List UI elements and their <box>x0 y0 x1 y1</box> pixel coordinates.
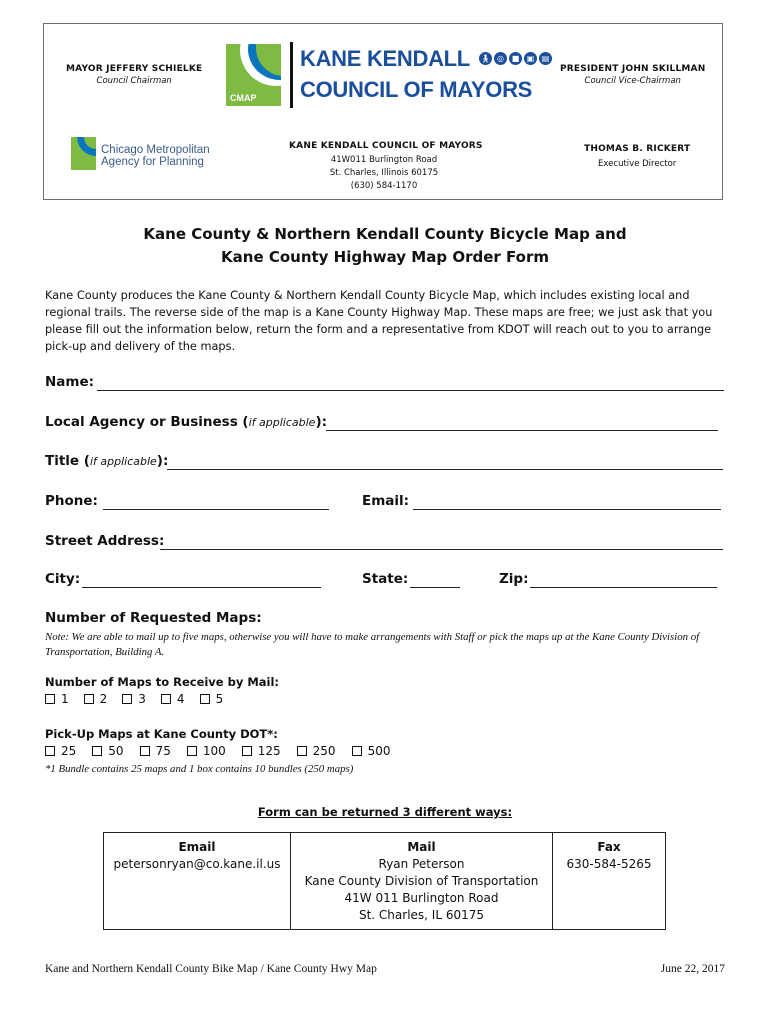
pickup-option-label: 25 <box>61 744 77 758</box>
return-fax-value: 630-584-5265 <box>566 857 652 871</box>
mail-option-label: 5 <box>215 692 224 706</box>
pickup-options <box>45 744 390 758</box>
vice-block <box>560 64 705 86</box>
mail-options <box>45 692 223 706</box>
chair-role: Council Chairman <box>96 76 172 86</box>
pickup-option-25[interactable] <box>45 744 76 758</box>
checkbox-icon[interactable] <box>242 746 252 756</box>
pickup-option-250[interactable] <box>297 744 336 758</box>
return-email-label: Email <box>178 840 216 854</box>
pickup-option-500[interactable] <box>352 744 391 758</box>
return-mail-line: Kane County Division of Transportation <box>304 874 539 888</box>
exec-role: Executive Director <box>598 159 677 169</box>
bus-icon: ▣ <box>524 52 537 65</box>
street-label: Street Address: <box>45 533 165 549</box>
exec-block <box>584 144 690 169</box>
council-address1: 41W011 Burlington Road <box>330 155 438 165</box>
council-address2: St. Charles, Illinois 60175 <box>329 168 439 178</box>
council-phone: (630) 584-1170 <box>350 181 418 191</box>
zip-label: Zip: <box>499 571 529 587</box>
return-methods-table <box>103 832 666 930</box>
return-mail-line: St. Charles, IL 60175 <box>358 908 485 922</box>
mail-option-2[interactable] <box>84 692 108 706</box>
form-title-line2: Kane County Highway Map Order Form <box>221 248 549 266</box>
zip-field[interactable] <box>530 587 717 588</box>
form-title-line1: Kane County & Northern Kendall County Bicycle Map and <box>143 225 627 243</box>
mail-option-4[interactable] <box>161 692 185 706</box>
checkbox-icon[interactable] <box>122 694 132 704</box>
return-heading-text: Form can be returned 3 different ways: <box>257 805 513 819</box>
state-label: State: <box>362 571 409 587</box>
mail-option-label: 2 <box>99 692 108 706</box>
title-label: Title (if applicable): <box>45 453 169 469</box>
cmap-agency-name <box>101 144 210 168</box>
pickup-heading: Pick-Up Maps at Kane County DOT*: <box>45 727 278 741</box>
cmap-agency-logo <box>71 137 96 170</box>
pedestrian-icon: 🚶︎ <box>480 54 491 63</box>
cmap-logo <box>226 44 281 106</box>
bundle-note: *1 Bundle contains 25 maps and 1 box contains 10 bundles (250 maps) <box>45 763 354 775</box>
checkbox-icon[interactable] <box>297 746 307 756</box>
pickup-option-100[interactable] <box>187 744 226 758</box>
name-field[interactable] <box>97 390 724 391</box>
email-field[interactable] <box>413 509 721 510</box>
checkbox-icon[interactable] <box>45 694 55 704</box>
council-logo-title1: KANE KENDALL <box>300 46 470 71</box>
chair-block <box>66 64 202 86</box>
return-fax-label: Fax <box>597 840 621 854</box>
street-field[interactable] <box>160 549 723 550</box>
mail-option-label: 1 <box>61 692 69 706</box>
state-field[interactable] <box>410 587 460 588</box>
intro-paragraph: Kane County produces the Kane County & Northern Kendall County Bicycle Map, which includes existing local and regional trails. The reverse side of the map is a Kane County Highway Map. These maps are free; we just ask that you please fill out the information below, return the form and a representative from KDOT will reach out to you to arrange pick-up and delivery of the maps. <box>45 289 713 353</box>
letterhead <box>43 23 723 200</box>
logo-divider <box>290 42 293 108</box>
council-logo-title2: COUNCIL OF MAYORS <box>300 77 533 102</box>
city-label: City: <box>45 571 81 587</box>
cmap-agency-line1: Chicago Metropolitan <box>101 144 210 156</box>
name-label: Name: <box>45 374 95 390</box>
bicycle-icon: ◎ <box>494 52 507 65</box>
pickup-option-label: 250 <box>312 744 336 758</box>
agency-label-text: Local Agency or Business <box>45 414 238 430</box>
chair-name: MAYOR JEFFERY SCHIELKE <box>66 64 203 74</box>
mail-option-1[interactable] <box>45 692 69 706</box>
city-field[interactable] <box>82 587 321 588</box>
checkbox-icon[interactable] <box>84 694 94 704</box>
form-title <box>0 223 770 269</box>
maps-heading: Number of Requested Maps: <box>45 610 262 626</box>
car-icon: ■ <box>509 52 522 65</box>
cmap-agency-line2: Agency for Planning <box>101 156 204 168</box>
return-mail-cell <box>291 833 553 930</box>
mail-option-label: 4 <box>176 692 185 706</box>
checkbox-icon[interactable] <box>352 746 362 756</box>
return-mail-line: 41W 011 Burlington Road <box>344 891 499 905</box>
agency-label: Local Agency or Business (if applicable): <box>45 414 328 430</box>
agency-field[interactable] <box>326 430 718 431</box>
mail-option-3[interactable] <box>122 692 146 706</box>
checkbox-icon[interactable] <box>45 746 55 756</box>
return-mail-label: Mail <box>407 840 436 854</box>
return-email-cell <box>104 833 291 930</box>
checkbox-icon[interactable] <box>187 746 197 756</box>
checkbox-icon[interactable] <box>161 694 171 704</box>
pickup-option-75[interactable] <box>140 744 171 758</box>
phone-label: Phone: <box>45 493 98 509</box>
train-icon: ▤ <box>539 52 552 65</box>
footer-date: June 22, 2017 <box>660 963 725 975</box>
pickup-option-label: 125 <box>257 744 281 758</box>
vice-role: Council Vice-Chairman <box>584 76 681 86</box>
pickup-option-125[interactable] <box>242 744 281 758</box>
return-mail-line: Ryan Peterson <box>378 857 465 871</box>
pickup-option-label: 500 <box>367 744 391 758</box>
agency-hint: if applicable <box>248 416 316 429</box>
mail-option-label: 3 <box>138 692 146 706</box>
title-hint: if applicable <box>89 455 157 468</box>
footer-left: Kane and Northern Kendall County Bike Map / Kane County Hwy Map <box>45 963 377 975</box>
checkbox-icon[interactable] <box>140 746 150 756</box>
checkbox-icon[interactable] <box>200 694 210 704</box>
return-heading <box>0 805 770 819</box>
email-label: Email: <box>362 493 410 509</box>
transport-mode-icons <box>479 52 552 65</box>
council-org-name: KANE KENDALL COUNCIL OF MAYORS <box>289 141 483 151</box>
checkbox-icon[interactable] <box>92 746 102 756</box>
title-label-text: Title <box>45 453 80 469</box>
mail-option-5[interactable] <box>200 692 224 706</box>
pickup-option-label: 50 <box>108 744 124 758</box>
return-fax-cell <box>553 833 666 930</box>
pickup-option-50[interactable] <box>92 744 123 758</box>
council-address-block <box>289 141 483 193</box>
vice-name: PRESIDENT JOHN SKILLMAN <box>560 64 706 74</box>
title-field[interactable] <box>167 469 723 470</box>
return-email-value[interactable]: petersonryan@co.kane.il.us <box>113 857 281 871</box>
maps-note: Note: We are able to mail up to five maps, otherwise you will have to make arrangements with Staff or pick the maps up at the Kane County Division of Transportation, Building A. <box>45 631 700 658</box>
exec-name: THOMAS B. RICKERT <box>584 144 691 154</box>
pickup-option-label: 75 <box>155 744 171 758</box>
pickup-option-label: 100 <box>202 744 226 758</box>
cmap-logo-text: CMAP <box>230 93 257 103</box>
mail-heading: Number of Maps to Receive by Mail: <box>45 675 280 689</box>
phone-field[interactable] <box>103 509 329 510</box>
